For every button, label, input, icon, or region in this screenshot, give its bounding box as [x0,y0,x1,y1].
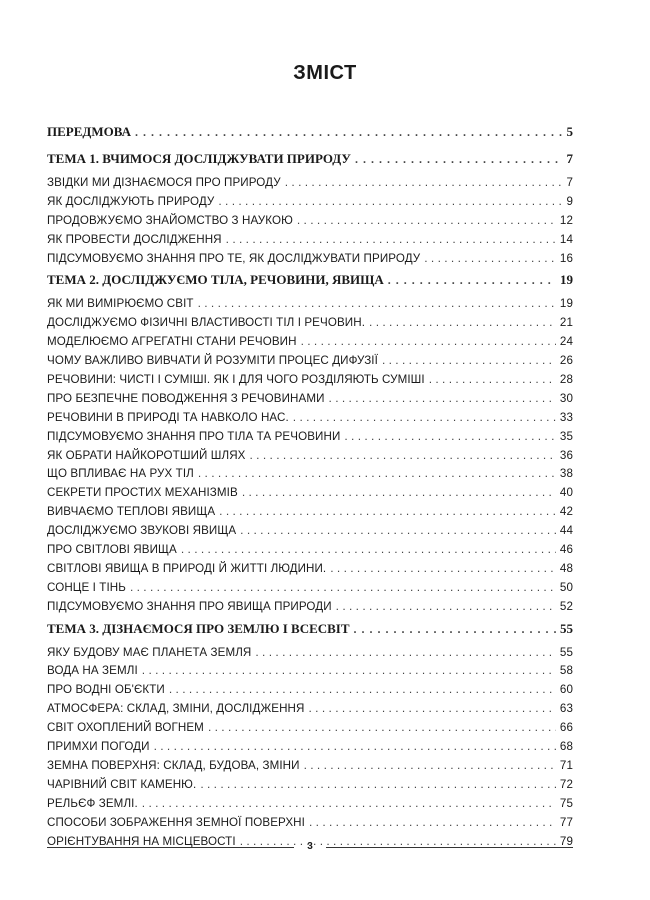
toc-entry [47,313,573,332]
toc-entry-page: 16 [559,251,573,265]
toc-entry-title: РЕЛЬЄФ ЗЕМЛІ. [47,796,138,810]
toc-entry [47,521,573,540]
toc-entry-page: 14 [559,232,573,246]
toc-entry-page: 19 [559,297,573,311]
toc-entry [47,680,573,699]
toc-entry-title: РЕЧОВИНИ: ЧИСТІ І СУМІШІ. ЯК І ДЛЯ ЧОГО РОЗДІЛЯЮТЬ СУМІШІ [47,373,425,387]
toc-entry-page: 33 [559,410,573,424]
toc-entry-title: ТЕМА 2. ДОСЛІДЖУЄМО ТІЛА, РЕЧОВИНИ, ЯВИЩА [47,272,384,288]
toc-entry [47,699,573,718]
dot-leader [369,313,556,331]
dot-leader [429,370,556,388]
dot-leader [297,211,556,229]
toc-entry-page: 21 [559,316,573,330]
toc-entry-page: 79 [559,834,573,848]
dot-leader [309,813,556,831]
toc-entry [47,446,573,465]
toc-entry [47,370,573,389]
toc-entry-title: АТМОСФЕРА: СКЛАД, ЗМІНИ, ДОСЛІДЖЕННЯ [47,702,305,716]
toc-entry-page: 55 [560,620,573,636]
toc-entry-title: РЕЧОВИНИ В ПРИРОДІ ТА НАВКОЛО НАС. [47,410,289,424]
toc-entry-title: ЩО ВПЛИВАЄ НА РУХ ТІЛ [47,467,194,481]
dot-leader [242,483,556,501]
toc-entry [47,230,573,249]
toc-entry [47,502,573,521]
dot-leader [219,502,556,520]
toc-entry [47,294,573,313]
toc-entry-title: ЯК ДОСЛІДЖУЮТЬ ПРИРОДУ [47,194,215,208]
page-number: 3 [307,841,313,852]
toc-entry-page: 44 [559,524,573,538]
toc-entry-page: 35 [559,429,573,443]
toc-entry-page: 7 [566,176,573,189]
toc-entry-page: 26 [559,354,573,368]
toc-entry [47,559,573,578]
toc-entry-page: 55 [559,645,573,659]
toc-entry-page: 36 [559,448,573,462]
dot-leader [198,464,556,482]
toc-entry-title: ЧАРІВНИЙ СВІТ КАМЕНЮ. [47,777,197,791]
toc-entry [47,389,573,408]
dot-leader [424,249,556,267]
toc-entry-title: ТЕМА 1. ВЧИМОСЯ ДОСЛІДЖУВАТИ ПРИРОДУ [47,151,351,166]
toc-section-heading [47,146,573,173]
dot-leader [336,597,556,615]
toc-section-heading [47,616,573,643]
toc-entry-title: ПРО ВОДНІ ОБ'ЄКТИ [47,683,165,697]
dot-leader [301,332,556,350]
toc-entry-page: 38 [559,467,573,481]
toc-entry-page: 40 [559,486,573,500]
dot-leader [293,408,556,426]
toc-entry [47,483,573,502]
toc-entry-title: ДОСЛІДЖУЄМО ЗВУКОВІ ЯВИЩА [47,524,237,538]
toc-entry [47,408,573,427]
toc-entry-title: ДОСЛІДЖУЄМО ФІЗИЧНІ ВЛАСТИВОСТІ ТІЛ І РЕЧОВИН. [47,316,366,330]
toc-entry-title: ЧОМУ ВАЖЛИВО ВИВЧАТИ Й РОЗУМІТИ ПРОЦЕС ДИФУЗІЇ [47,354,378,368]
toc-entry-title: ПРО БЕЗПЕЧНЕ ПОВОДЖЕННЯ З РЕЧОВИНАМИ [47,391,325,405]
dot-leader [142,661,556,679]
toc-entry [47,813,573,832]
toc-entry [47,775,573,794]
toc-entry-page: 12 [559,213,573,227]
toc-entry-title: СПОСОБИ ЗОБРАЖЕННЯ ЗЕМНОЇ ПОВЕРХНІ [47,815,305,829]
dot-leader [218,192,562,210]
toc-entry-page: 60 [559,683,573,697]
dot-leader [240,521,556,539]
toc-entry-title: СВІТЛОВІ ЯВИЩА В ПРИРОДІ Й ЖИТТІ ЛЮДИНИ. [47,561,327,575]
dot-leader [181,540,556,558]
toc-entry-title: ЯКУ БУДОВУ МАЄ ПЛАНЕТА ЗЕМЛЯ [47,645,252,659]
toc-entry-title: ЗЕМНА ПОВЕРХНЯ: СКЛАД, БУДОВА, ЗМІНИ [47,758,300,772]
dot-leader [285,173,563,191]
toc-entry-title: ЯК ОБРАТИ НАЙКОРОТШИЙ ШЛЯХ [47,448,246,462]
dot-leader [255,643,556,661]
dot-leader [226,230,556,248]
dot-leader [250,446,556,464]
toc-entry [47,661,573,680]
page-footer [47,840,573,854]
toc-entry-page: 46 [559,543,573,557]
dot-leader [330,559,556,577]
toc-entry-page: 28 [559,373,573,387]
dot-leader [130,578,556,596]
dot-leader [344,427,556,445]
toc-entry [47,427,573,446]
dot-leader [135,122,563,142]
toc-entry [47,351,573,370]
toc-entry-page: 9 [566,194,573,208]
dot-leader [329,389,556,407]
toc-entry [47,756,573,775]
toc-entry [47,211,573,230]
toc-entry-title: ПРО СВІТЛОВІ ЯВИЩА [47,543,177,557]
toc-entry [47,192,573,211]
toc-entry [47,578,573,597]
dot-leader [208,718,556,736]
toc-entry-page: 71 [559,758,573,772]
toc-entry-title: ПЕРЕДМОВА [47,124,131,139]
toc-entry-title: ЯК МИ ВИМІРЮЄМО СВІТ [47,297,194,311]
dot-leader [309,699,556,717]
toc-entry-title: ПРИМХИ ПОГОДИ [47,740,150,754]
toc-entry-title: ВОДА НА ЗЕМЛІ [47,664,138,678]
dot-leader [304,756,556,774]
toc-entry-page: 42 [559,505,573,519]
toc-entry-title: ТЕМА 3. ДІЗНАЄМОСЯ ПРО ЗЕМЛЮ І ВСЕСВІТ [47,620,350,636]
dot-leader [354,619,556,639]
toc-entry-page: 68 [559,740,573,754]
toc-entry-title: ПІДСУМОВУЄМО ЗНАННЯ ПРО ТІЛА ТА РЕЧОВИНИ [47,429,341,443]
toc-entry-page: 58 [559,664,573,678]
toc-entry [47,173,573,192]
toc-entry-page: 48 [559,561,573,575]
dot-leader [154,737,556,755]
toc-entry-title: ПРОДОВЖУЄМО ЗНАЙОМСТВО З НАУКОЮ [47,213,293,227]
footer-rule-right [326,847,573,848]
dot-leader [200,775,556,793]
toc-entry-title: ОРІЄНТУВАННЯ НА МІСЦЕВОСТІ [47,834,236,848]
toc-entry [47,332,573,351]
toc-entry-page: 19 [560,272,573,288]
page-title: ЗМІСТ [293,62,357,84]
toc-entry [47,249,573,268]
dot-leader [382,351,556,369]
toc-entry-title: ВИВЧАЄМО ТЕПЛОВІ ЯВИЩА [47,505,216,519]
toc-entry-page: 7 [566,151,573,166]
table-of-contents [47,119,573,850]
toc-entry-page: 5 [566,124,573,139]
toc-entry-title: ЯК ПРОВЕСТИ ДОСЛІДЖЕННЯ [47,232,222,246]
toc-entry [47,597,573,616]
toc-section-heading [47,119,573,146]
toc-entry-title: ЗВІДКИ МИ ДІЗНАЄМОСЯ ПРО ПРИРОДУ [47,176,281,189]
toc-section-heading [47,267,573,294]
toc-entry-page: 52 [559,599,573,613]
toc-entry-title: МОДЕЛЮЄМО АГРЕГАТНІ СТАНИ РЕЧОВИН [47,335,297,349]
toc-entry-page: 50 [559,580,573,594]
dot-leader [355,149,563,169]
toc-entry-page: 75 [559,796,573,810]
dot-leader [388,270,556,290]
toc-entry-page: 72 [559,777,573,791]
toc-entry [47,794,573,813]
toc-entry [47,643,573,662]
toc-entry-title: ПІДСУМОВУЄМО ЗНАННЯ ПРО ТЕ, ЯК ДОСЛІДЖУВАТИ ПРИРОДУ [47,251,421,265]
toc-entry-title: ПІДСУМОВУЄМО ЗНАННЯ ПРО ЯВИЩА ПРИРОДИ [47,599,332,613]
dot-leader [142,794,556,812]
toc-entry-page: 24 [559,335,573,349]
toc-entry [47,540,573,559]
toc-entry-page: 66 [559,721,573,735]
toc-entry [47,737,573,756]
toc-entry-title: СОНЦЕ І ТІНЬ [47,580,126,594]
dot-leader [198,294,556,312]
toc-entry [47,464,573,483]
toc-entry-page: 77 [559,815,573,829]
toc-entry-title: СЕКРЕТИ ПРОСТИХ МЕХАНІЗМІВ [47,486,238,500]
toc-entry [47,718,573,737]
toc-entry-page: 63 [559,702,573,716]
toc-entry-title: СВІТ ОХОПЛЕНИЙ ВОГНЕМ [47,721,204,735]
dot-leader [169,680,556,698]
toc-entry-page: 30 [559,391,573,405]
